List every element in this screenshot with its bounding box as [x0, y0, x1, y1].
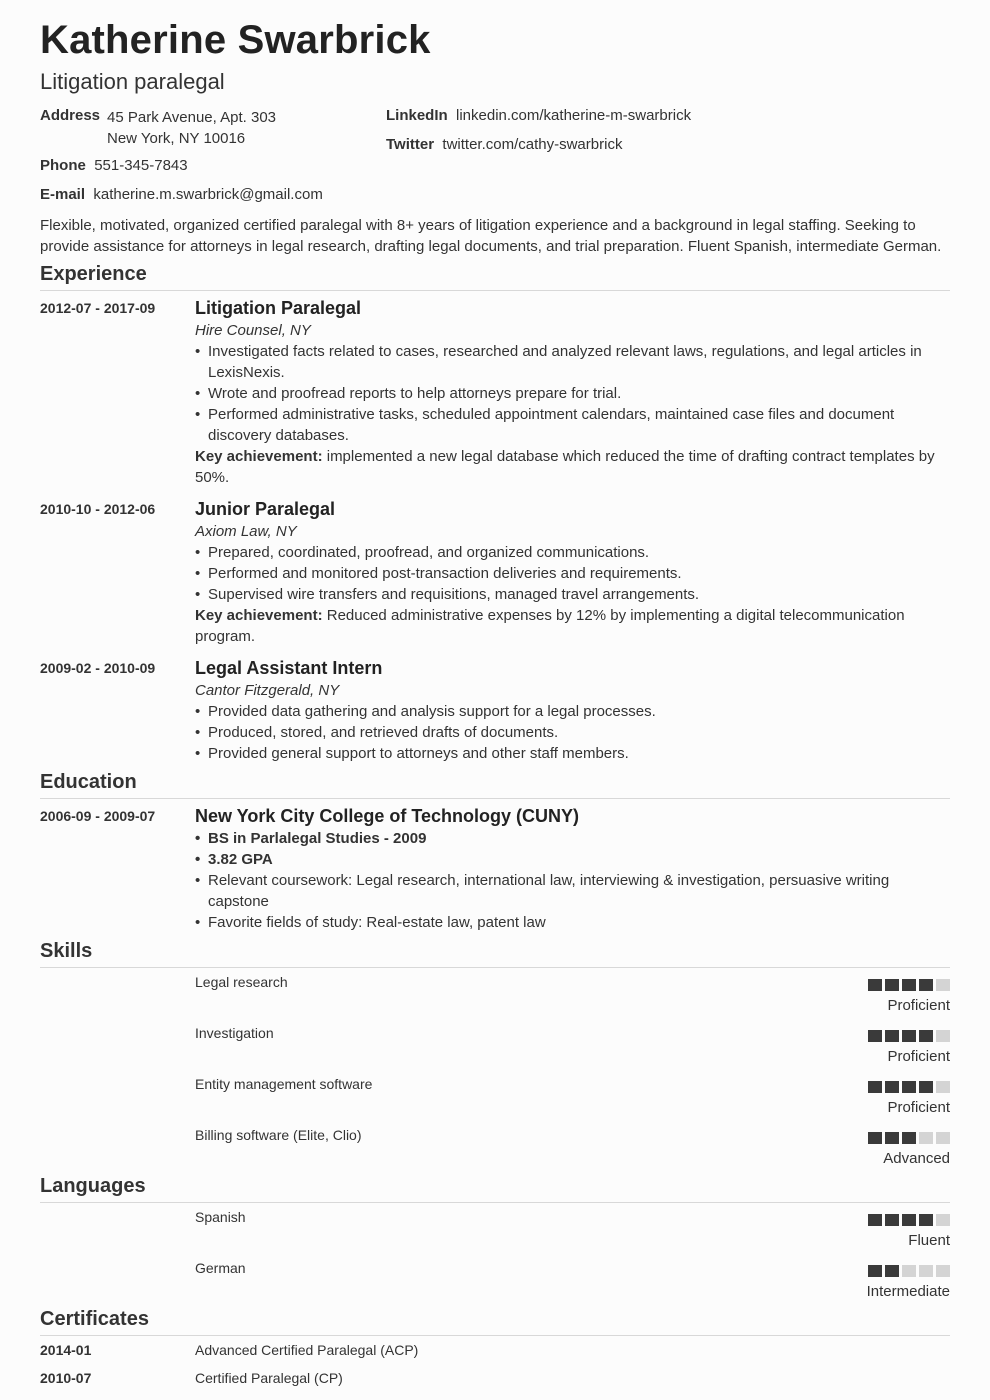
- school-name: New York City College of Technology (CUNY): [195, 806, 580, 826]
- rating-square-filled: [885, 1081, 899, 1093]
- education-dates: 2006-09 - 2009-07: [40, 808, 156, 824]
- list-item: • Prepared, coordinated, proofread, and organized communications.: [195, 542, 945, 563]
- skill-level: Advanced: [883, 1150, 950, 1167]
- job-company: Axiom Law, NY: [195, 523, 297, 540]
- rating-square-filled: [885, 1214, 899, 1226]
- job-company: Cantor Fitzgerald, NY: [195, 682, 340, 699]
- rating-square-filled: [868, 1132, 882, 1144]
- skill-rating: [868, 1030, 950, 1042]
- job-dates: 2012-07 - 2017-09: [40, 300, 156, 316]
- twitter-link[interactable]: twitter.com/cathy-swarbrick: [442, 136, 623, 153]
- list-item: • BS in Parlalegal Studies - 2009: [195, 828, 945, 849]
- list-item: • Favorite fields of study: Real-estate law, patent law: [195, 912, 945, 933]
- skill-rating: [868, 1081, 950, 1093]
- skill-name: Investigation: [195, 1025, 274, 1041]
- list-item: • 3.82 GPA: [195, 849, 945, 870]
- job-title: Legal Assistant Intern: [195, 658, 383, 678]
- section-skills: Skills: [40, 940, 950, 968]
- rating-square-empty: [919, 1265, 933, 1277]
- list-item: • Provided data gathering and analysis support for a legal processes.: [195, 701, 945, 722]
- linkedin-link[interactable]: linkedin.com/katherine-m-swarbrick: [456, 107, 692, 124]
- language-level: Intermediate: [866, 1283, 950, 1300]
- phone-value: 551-345-7843: [94, 157, 188, 174]
- rating-square-filled: [868, 1265, 882, 1277]
- job-entry: [195, 497, 945, 647]
- candidate-role: Litigation paralegal: [40, 69, 225, 94]
- certificate-date: 2010-07: [40, 1370, 92, 1386]
- list-item: • Wrote and proofread reports to help attorneys prepare for trial.: [195, 383, 945, 404]
- rating-square-empty: [936, 1132, 950, 1144]
- certificate-date: 2014-01: [40, 1342, 92, 1358]
- email-value[interactable]: katherine.m.swarbrick@gmail.com: [93, 186, 323, 203]
- skill-name: Entity management software: [195, 1076, 373, 1092]
- list-item: • Supervised wire transfers and requisitions, managed travel arrangements.: [195, 584, 945, 605]
- email-label: E-mail: [40, 186, 86, 203]
- rating-square-empty: [902, 1265, 916, 1277]
- rating-square-filled: [885, 1030, 899, 1042]
- rating-square-empty: [936, 1030, 950, 1042]
- key-achievement-label: Key achievement:: [195, 607, 323, 624]
- job-title: Junior Paralegal: [195, 499, 336, 519]
- rating-square-filled: [868, 1214, 882, 1226]
- rating-square-filled: [868, 979, 882, 991]
- section-certificates: Certificates: [40, 1308, 950, 1336]
- education-bullets: [195, 828, 945, 933]
- section-languages: Languages: [40, 1175, 950, 1203]
- skill-rating: [868, 1132, 950, 1144]
- job-bullets: [195, 542, 945, 605]
- rating-square-filled: [919, 1030, 933, 1042]
- job-dates: 2009-02 - 2010-09: [40, 660, 156, 676]
- language-name: Spanish: [195, 1209, 246, 1225]
- rating-square-filled: [919, 1081, 933, 1093]
- address-value: [107, 107, 276, 149]
- job-bullets: [195, 701, 945, 764]
- language-level: Fluent: [908, 1232, 950, 1249]
- linkedin-label: LinkedIn: [386, 107, 448, 124]
- rating-square-filled: [902, 1132, 916, 1144]
- language-rating: [868, 1214, 950, 1226]
- rating-square-empty: [936, 1081, 950, 1093]
- education-entry: [195, 804, 945, 933]
- skill-level: Proficient: [887, 1099, 950, 1116]
- list-item: • Performed administrative tasks, scheduled appointment calendars, maintained case files and document discovery databases.: [195, 404, 945, 446]
- skill-level: Proficient: [887, 1048, 950, 1065]
- section-experience: Experience: [40, 263, 950, 291]
- phone-row: [40, 157, 188, 174]
- address-label: Address: [40, 107, 101, 124]
- rating-square-filled: [902, 1081, 916, 1093]
- candidate-name: Katherine Swarbrick: [40, 18, 431, 62]
- key-achievement-text: implemented a new legal database which reduced the time of drafting contract templates by 50%.: [195, 448, 935, 486]
- list-item: • Relevant coursework: Legal research, international law, interviewing & investigation, persuasive writing capstone: [195, 870, 945, 912]
- language-rating: [868, 1265, 950, 1277]
- rating-square-empty: [919, 1132, 933, 1144]
- job-entry: [195, 656, 945, 764]
- job-entry: [195, 296, 945, 488]
- rating-square-filled: [885, 1265, 899, 1277]
- skill-name: Billing software (Elite, Clio): [195, 1127, 362, 1143]
- rating-square-empty: [936, 979, 950, 991]
- rating-square-filled: [919, 1214, 933, 1226]
- address-line-2: New York, NY 10016: [107, 130, 246, 147]
- certificate-name: Certified Paralegal (CP): [195, 1370, 343, 1386]
- key-achievement-label: Key achievement:: [195, 448, 323, 465]
- rating-square-filled: [902, 979, 916, 991]
- list-item: • Produced, stored, and retrieved drafts of documents.: [195, 722, 945, 743]
- section-education: Education: [40, 771, 950, 799]
- rating-square-filled: [868, 1081, 882, 1093]
- rating-square-empty: [936, 1214, 950, 1226]
- list-item: • Provided general support to attorneys and other staff members.: [195, 743, 945, 764]
- email-row: [40, 186, 323, 203]
- skill-rating: [868, 979, 950, 991]
- key-achievement: [195, 446, 945, 488]
- key-achievement: [195, 605, 945, 647]
- rating-square-empty: [936, 1265, 950, 1277]
- rating-square-filled: [902, 1214, 916, 1226]
- rating-square-filled: [868, 1030, 882, 1042]
- skill-name: Legal research: [195, 974, 288, 990]
- key-achievement-text: Reduced administrative expenses by 12% by implementing a digital telecommunication program.: [195, 607, 905, 645]
- rating-square-filled: [885, 1132, 899, 1144]
- twitter-label: Twitter: [386, 136, 435, 153]
- skill-level: Proficient: [887, 997, 950, 1014]
- rating-square-filled: [919, 979, 933, 991]
- job-company: Hire Counsel, NY: [195, 322, 311, 339]
- job-dates: 2010-10 - 2012-06: [40, 501, 156, 517]
- list-item: • Investigated facts related to cases, researched and analyzed relevant laws, regulations, and legal articles in LexisNexis.: [195, 341, 945, 383]
- language-name: German: [195, 1260, 246, 1276]
- rating-square-filled: [902, 1030, 916, 1042]
- certificate-name: Advanced Certified Paralegal (ACP): [195, 1342, 419, 1358]
- address-line-1: 45 Park Avenue, Apt. 303: [107, 109, 277, 126]
- job-title: Litigation Paralegal: [195, 298, 362, 318]
- linkedin-row: [386, 107, 691, 124]
- phone-label: Phone: [40, 157, 86, 174]
- list-item: • Performed and monitored post-transaction deliveries and requirements.: [195, 563, 945, 584]
- job-bullets: [195, 341, 945, 446]
- twitter-row: [386, 136, 622, 153]
- rating-square-filled: [885, 979, 899, 991]
- summary: Flexible, motivated, organized certified paralegal with 8+ years of litigation experience and a background in legal staffing. Seeking to provide assistance for attorneys in legal research, drafting legal documents, and trial preparation. Fluent Spanish, intermediate German.: [40, 217, 942, 255]
- address-block: [40, 107, 100, 124]
